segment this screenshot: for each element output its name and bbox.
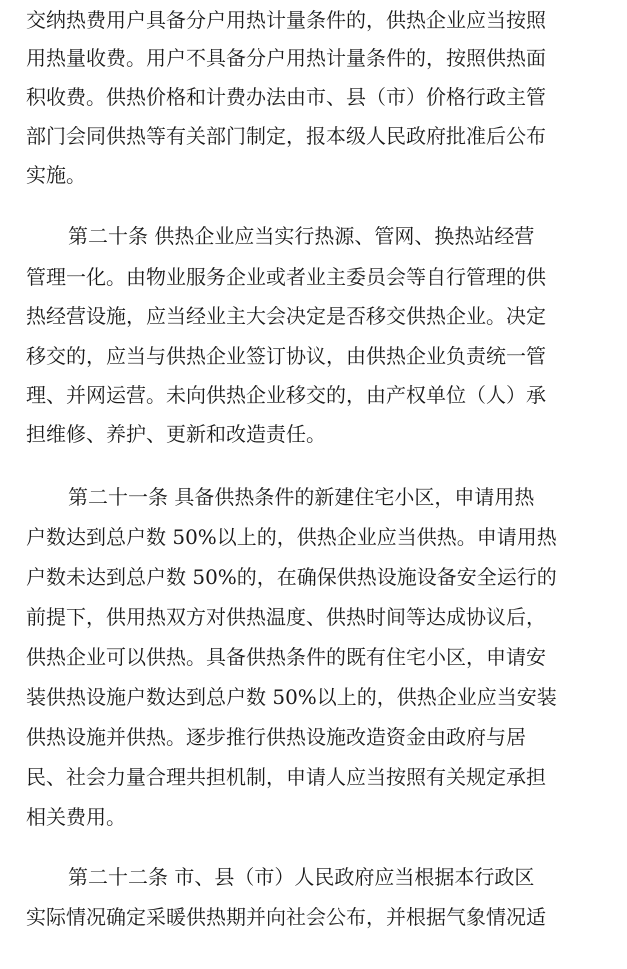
text-line: 理、并网运营。未向供热企业移交的，由产权单位（人）承 xyxy=(26,383,546,407)
text-line: 移交的，应当与供热企业签订协议，由供热企业负责统一管 xyxy=(26,344,546,368)
text-line: 实施。 xyxy=(26,163,86,187)
text-line: 热经营设施，应当经业主大会决定是否移交供热企业。决定 xyxy=(26,304,546,328)
article-heading-line: 第二十二条 市、县（市）人民政府应当根据本行政区 xyxy=(68,865,535,889)
text-line: 积收费。供热价格和计费办法由市、县（市）价格行政主管 xyxy=(26,85,546,109)
text-line: 部门会同供热等有关部门制定，报本级人民政府批准后公布 xyxy=(26,124,546,148)
text-line: 相关费用。 xyxy=(26,805,126,829)
article-heading-line: 第二十一条 具备供热条件的新建住宅小区，申请用热 xyxy=(68,485,535,509)
text-line: 民、社会力量合理共担机制，申请人应当按照有关规定承担 xyxy=(26,765,546,789)
text-line: 交纳热费用户具备分户用热计量条件的，供热企业应当按照 xyxy=(26,8,546,32)
text-line: 实际情况确定采暖供热期并向社会公布，并根据气象情况适 xyxy=(26,905,546,929)
text-line: 户数达到总户数 50%以上的，供热企业应当供热。申请用热 xyxy=(26,525,557,549)
text-line: 供热企业可以供热。具备供热条件的既有住宅小区，申请安 xyxy=(26,645,546,669)
text-line: 供热设施并供热。逐步推行供热设施改造资金由政府与居 xyxy=(26,725,526,749)
text-line: 前提下，供用热双方对供热温度、供热时间等达成协议后， xyxy=(26,605,546,629)
text-line: 装供热设施户数达到总户数 50%以上的，供热企业应当安装 xyxy=(26,685,557,709)
text-line: 担维修、养护、更新和改造责任。 xyxy=(26,422,326,446)
text-line: 管理一化。由物业服务企业或者业主委员会等自行管理的供 xyxy=(26,265,546,289)
article-heading-line: 第二十条 供热企业应当实行热源、管网、换热站经营 xyxy=(68,224,535,248)
text-line: 户数未达到总户数 50%的，在确保供热设施设备安全运行的 xyxy=(26,565,557,589)
text-line: 用热量收费。用户不具备分户用热计量条件的，按照供热面 xyxy=(26,46,546,70)
